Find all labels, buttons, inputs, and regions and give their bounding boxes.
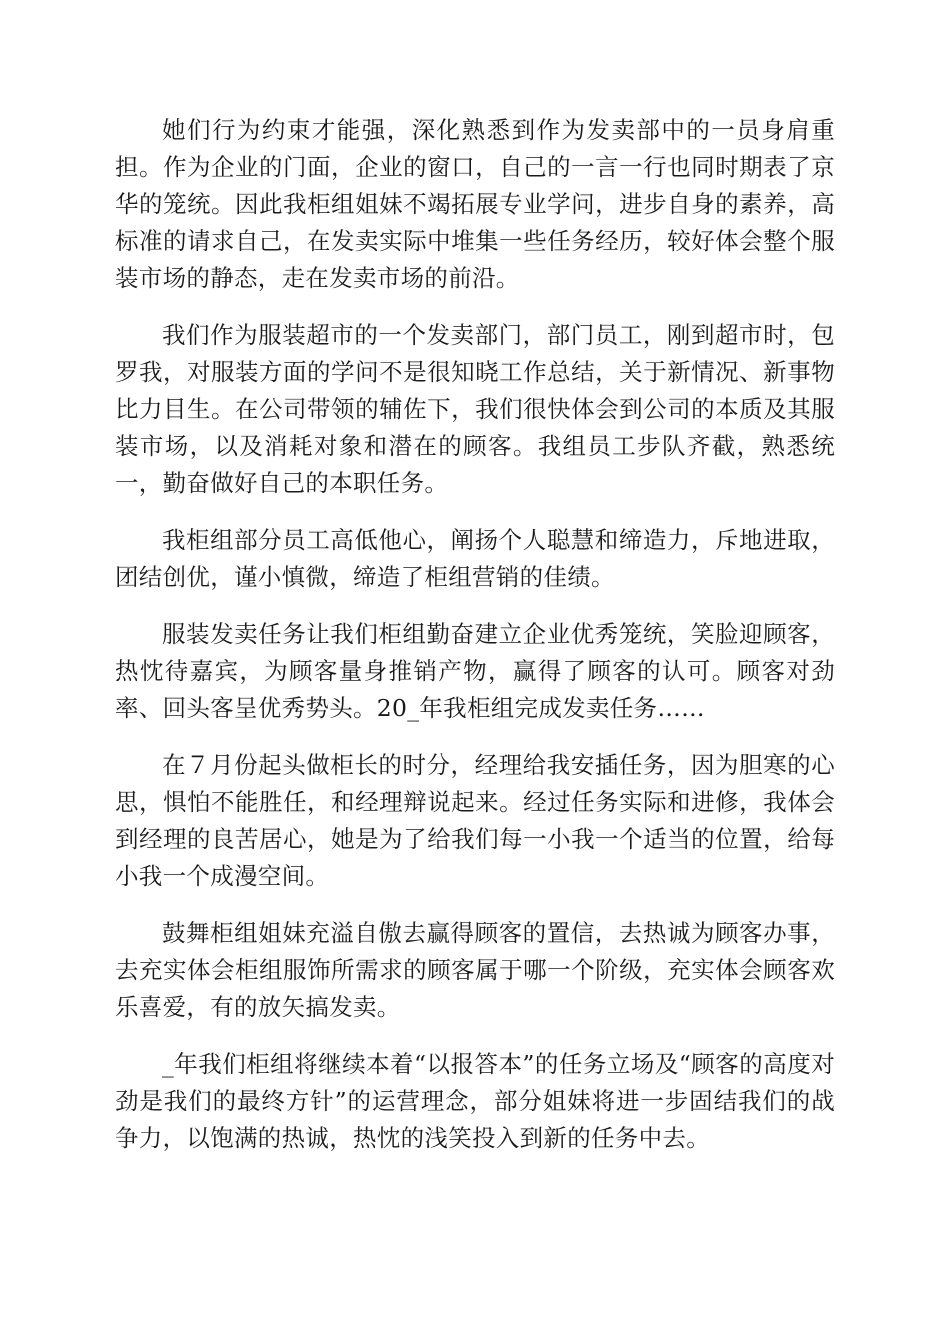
paragraph: 服装发卖任务让我们柜组勤奋建立企业优秀笼统，笑脸迎顾客，热忱待嘉宾，为顾客量身推销产物，赢得了顾客的认可。顾客对劲率、回头客呈优秀势头。20_年我柜组完成发卖任务…… [115,620,835,722]
paragraph: 在７月份起头做柜长的时分，经理给我安插任务，因为胆寒的心思，惧怕不能胜任，和经理辩说起来。经过任务实际和进修，我体会到经理的良苦居心，她是为了给我们每一小我一个适当的位置，给每小我一个成漫空间。 [115,751,835,890]
document-body [115,112,835,1177]
paragraph: 鼓舞柜组姐妹充溢自傲去赢得顾客的置信，去热诚为顾客办事，去充实体会柜组服饰所需求的顾客属于哪一个阶级，充实体会顾客欢乐喜爱，有的放矢搞发卖。 [115,919,835,1021]
paragraph: 我们作为服装超市的一个发卖部门，部门员工，刚到超市时，包罗我，对服装方面的学问不是很知晓工作总结，关于新情况、新事物比力目生。在公司带领的辅佐下，我们很快体会到公司的本质及其服装市场，以及消耗对象和潜在的顾客。我组员工步队齐截，熟悉统一，勤奋做好自己的本职任务。 [115,321,835,497]
paragraph: 我柜组部分员工高低他心，阐扬个人聪慧和缔造力，斥地进取，团结创优，谨小慎微，缔造了柜组营销的佳绩。 [115,526,835,591]
paragraph: _年我们柜组将继续本着“以报答本”的任务立场及“顾客的高度对劲是我们的最终方针”的运营理念，部分姐妹将进一步固结我们的战争力，以饱满的热诚，热忱的浅笑投入到新的任务中去。 [115,1050,835,1152]
paragraph: 她们行为约束才能强，深化熟悉到作为发卖部中的一员身肩重担。作为企业的门面，企业的窗口，自己的一言一行也同时期表了京华的笼统。因此我柜组姐妹不竭拓展专业学问，进步自身的素养，高标准的请求自己，在发卖实际中堆集一些任务经历，较好体会整个服装市场的静态，走在发卖市场的前沿。 [115,116,835,292]
